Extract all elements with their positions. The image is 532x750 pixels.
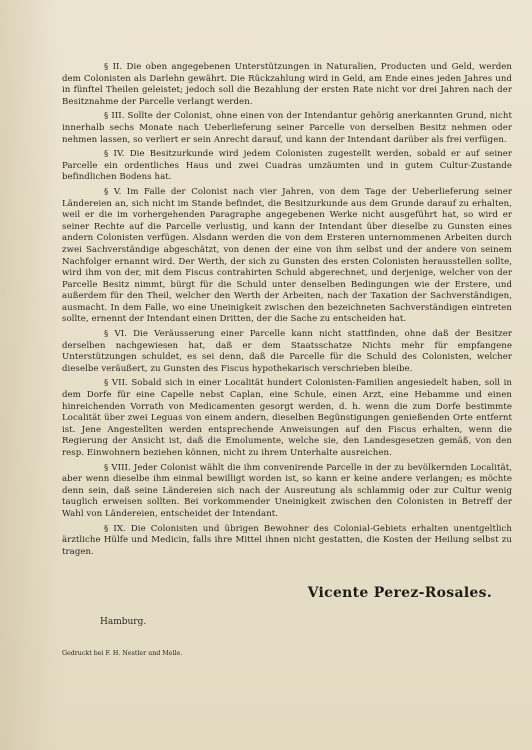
signature: Vicente Perez-Rosales. <box>307 585 492 601</box>
paragraph-section-5: § V. Im Falle der Colonist nach vier Jahren, von dem Tage der Ueberlieferung seiner Ländereien an, sich nicht im Stande befindet, die Besitzurkunde aus dem Grunde darauf zu erhalten, weil er die im vorhergehenden Paragraphe angegebenen Werke nicht ausgeführt hat, so wird er seiner Rechte auf die Parcelle verlustig, und kann der Intendant über dieselbe zu Gunsten eines andern Colonisten verfügen. Alsdann werden die von dem Ersteren unternommenen Arbeiten durch zwei Sachverständige abgeschätzt, von denen der eine von ihm selbst und der andere von seinem Nachfolger ernannt wird. Der Werth, der sich zu Gunsten des ersten Colonisten herausstellen sollte, wird ihm von der, mit dem Fiscus contrahirten Schuld abgerechnet, und derjenige, welcher von der Parcelle Besitz nimmt, bürgt für die Schuld unter denselben Bedingungen wie der Erstere, und außerdem für den Theil, welcher den Werth der Arbeiten, nach der Taxation der Sachverständigen, ausmacht. In dem Falle, wo eine Uneinigkeit zwischen den bezeichneten Sachverständigen eintreten sollte, ernennt der Intendant einen Dritten, der die Sache zu entscheiden hat. <box>62 186 512 325</box>
paragraph-section-3: § III. Sollte der Colonist, ohne einen von der Intendantur gehörig anerkannten Grund, nicht innerhalb sechs Monate nach Ueberlieferung seiner Parcelle von derselben Besitz nehmen oder nehmen lassen, so verliert er sein Anrecht darauf, und kann der Intendant darüber als frei verfügen. <box>62 111 512 145</box>
paper-stain <box>0 0 60 750</box>
paragraph-section-6: § VI. Die Veräusserung einer Parcelle kann nicht stattfinden, ohne daß der Besitzer derselben nachgewiesen hat, daß er dem Staatsschatze Nichts mehr für empfangene Unterstützungen schuldet, es sei denn, daß die Parcelle für die Schuld des Colonisten, welcher dieselbe veräußert, zu Gunsten des Fiscus hypothekarisch verschrieben bleibe. <box>62 329 512 374</box>
place-name: Hamburg. <box>100 617 147 627</box>
printer-imprint: Gedruckt bei F. H. Nestler und Melle. <box>62 650 183 657</box>
paragraph-section-2: § II. Die oben angegebenen Unterstützungen in Naturalien, Producten und Geld, werden dem Colonisten als Darlehn gewährt. Die Rückzahlung wird in Geld, am Ende eines jeden Jahres und in fünftel Theilen geleistet; jedoch soll die Bezahlung der ersten Rate nicht vor drei Jahren nach der Besitznahme der Parcelle verlangt werden. <box>62 62 512 107</box>
paragraph-section-9: § IX. Die Colonisten und übrigen Bewohner des Colonial-Gebiets erhalten unentgeltlich ärztliche Hülfe und Medicin, falls ihre Mittel ihnen nicht gestatten, die Kosten der Heilung selbst zu tragen. <box>62 523 512 557</box>
paragraph-section-4: § IV. Die Besitzurkunde wird jedem Colonisten zugestellt werden, sobald er auf seiner Parcelle ein ordentliches Haus und zwei Cuadras umzäumten und in gutem Cultur-Zustande befindlichen Bodens hat. <box>62 149 512 183</box>
paragraph-section-7: § VII. Sobald sich in einer Localität hundert Colonisten-Familien angesiedelt haben, soll in dem Dorfe für eine Capelle nebst Caplan, eine Schule, einen Arzt, eine Hebamme und einen hinreichenden Vorrath von Medicamenten gesorgt werden, d. h. wenn die zum Dorfe bestimmte Localität über zwei Leguas von einem andern, dieselben Begünstigungen genießenden Orte entfernt ist. Jene Angestellten werden entsprechende Anweisungen auf den Fiscus erhalten, wenn die Regierung der Ansicht ist, daß die Emolumente, welche sie, den Landesgesetzen gemäß, von den resp. Einwohnern beziehen können, nicht zu ihrem Unterhalte ausreichen. <box>62 378 512 458</box>
paragraph-section-8: § VIII. Jeder Colonist wählt die ihm convenirende Parcelle in der zu bevölkernden Localität, aber wenn dieselbe ihm einmal bewilligt worden ist, so kann er keine andere verlangen; es möchte denn sein, daß seine Ländereien sich nach der Ausreutung als schlammig oder zur Cultur wenig tauglich erweisen sollten. Bei vorkommender Uneinigkeit zwischen den Colonisten in Betreff der Wahl von Ländereien, entscheidet der Intendant. <box>62 462 512 519</box>
